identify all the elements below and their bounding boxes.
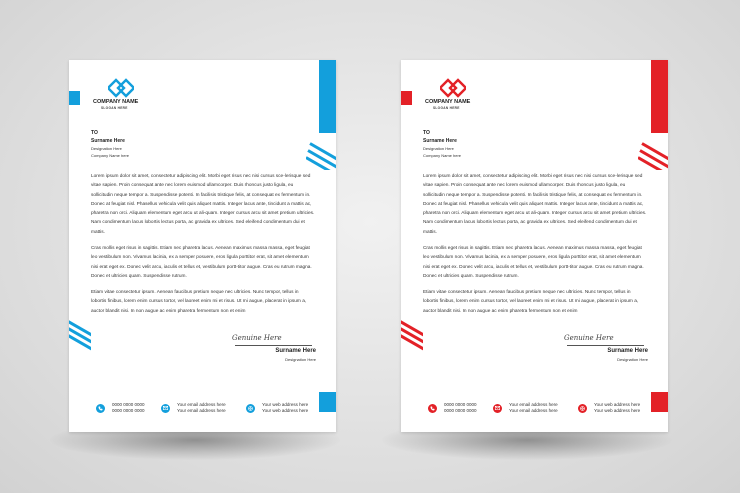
email-line-2: Your email address here — [509, 408, 558, 413]
company-name: COMPANY NAME — [425, 99, 471, 105]
email-line-2: Your email address here — [177, 408, 226, 413]
web-line-2: Your web address here — [262, 408, 309, 413]
recipient-company: Company Name here — [91, 153, 130, 158]
bottom-right-accent-square — [319, 392, 336, 412]
double-diamond-logo-icon — [108, 78, 134, 98]
signer-name: Surname Here — [607, 348, 648, 354]
contact-email — [161, 402, 226, 414]
body-paragraph-1: Lorem ipsum dolor sit amet, consectetur adipiscing elit. Morbi eget risus nec nisi cursus sce-lerisque sed vitae sapien. Proin consequat ante nec lorem euismod ullamcorper. Duis rhoncus justo ligula, eu sollicitudin neque tempor a. Suspendisse potenti. In facilisis tristique felis, at consequat ex fermentum in. Donec at feugiat nisl. Phasellus vehicula velit quis aliquet mattis. Integer lacus ante, tincidunt a mattis ac, pharetra non orci. Aliquam elementum eget arcu ut ali-quam. Integer cursus arcu sit amet pretium ultricies. Nam condimentum lacus lobortis lectus porta, ac gravida ex ultrices. Sed eleifend condimentum dui et mattis. — [423, 174, 647, 235]
contact-web — [246, 402, 308, 414]
company-name: COMPANY NAME — [93, 99, 139, 105]
phone-line-2: 0000 0000 0000 — [112, 408, 145, 413]
phone-line-2: 0000 0000 0000 — [444, 408, 477, 413]
right-accent-bar — [651, 60, 668, 133]
phone-line-1: 0000 0000 0000 — [112, 402, 145, 407]
email-line-1: Your email address here — [509, 402, 558, 407]
body-paragraph-3: Etiam vitae consectetur ipsum. Aenean faucibus pretium neque nec ultricies. Nunc tempor, tellus in lobortis finibus, lorem enim cursus tortor, vel laoreet enim mi et risus. Ut mi augue, placerat in ipsum a, auctor blandit nisi. In non augue ac enim pharetra fermentum non et enim — [423, 290, 639, 314]
contact-phone — [96, 402, 145, 414]
contact-phone — [428, 402, 477, 414]
body-paragraph-3: Etiam vitae consectetur ipsum. Aenean faucibus pretium neque nec ultricies. Nunc tempor, tellus in lobortis finibus, lorem enim cursus tortor, vel laoreet enim mi et risus. Ut mi augue, placerat in ipsum a, auctor blandit nisi. In non augue ac enim pharetra fermentum non et enim — [91, 290, 307, 314]
recipient-designation: Designation Here — [423, 146, 454, 151]
letterhead-blue — [69, 60, 336, 432]
signer-designation: Designation Here — [285, 357, 316, 362]
left-accent-square — [401, 91, 412, 105]
right-diagonal-stripes — [306, 140, 336, 170]
signature-line — [567, 345, 644, 346]
right-accent-bar — [319, 60, 336, 133]
recipient-designation: Designation Here — [91, 146, 122, 151]
signature: Genuine Here — [232, 334, 282, 342]
left-diagonal-stripes — [401, 315, 423, 355]
signer-designation: Designation Here — [617, 357, 648, 362]
body-paragraph-1: Lorem ipsum dolor sit amet, consectetur adipiscing elit. Morbi eget risus nec nisi cursus sce-lerisque sed vitae sapien. Proin consequat ante nec lorem euismod ullamcorper. Duis rhoncus justo ligula, eu sollicitudin neque tempor a. Suspendisse potenti. In facilisis tristique felis, at consequat ex fermentum in. Donec at feugiat nisl. Phasellus vehicula velit quis aliquet mattis. Integer lacus ante, tincidunt a mattis ac, pharetra non orci. Aliquam elementum eget arcu ut ali-quam. Integer cursus arcu sit amet pretium ultricies. Nam condimentum lacus lobortis lectus porta, ac gravida ex ultrices. Sed eleifend condimentum dui et mattis. — [91, 174, 315, 235]
bottom-right-accent-square — [651, 392, 668, 412]
web-line-1: Your web address here — [594, 402, 641, 407]
body-paragraph-2: Cras mollis eget risus in sagittis. Etiam nec pharetra lacus. Aenean maximus massa massa, eget feugiat leo vestibulum non. Vivamus lacinia, ex a semper posuere, eros ligula porttitor erat, sit amet elementum nisi erat eget ex. Donec velit arcu, iaculis et tellus et, vestibulum portt-titor augue. Cras eu rutrum magna. Donec et ultricies quam. Suspendisse rutrum. — [91, 246, 312, 279]
phone-icon — [96, 404, 105, 413]
contact-web — [578, 402, 640, 414]
web-line-1: Your web address here — [262, 402, 309, 407]
email-icon — [493, 404, 502, 413]
contact-email — [493, 402, 558, 414]
left-diagonal-stripes — [69, 315, 91, 355]
signer-name: Surname Here — [275, 348, 316, 354]
letterhead-red — [401, 60, 668, 432]
recipient-to-label: TO — [91, 130, 98, 136]
web-line-2: Your web address here — [594, 408, 641, 413]
double-diamond-logo-icon — [440, 78, 466, 98]
recipient-to-label: TO — [423, 130, 430, 136]
web-icon — [578, 404, 587, 413]
web-icon — [246, 404, 255, 413]
company-slogan: SLOGAN HERE — [101, 106, 128, 110]
email-icon — [161, 404, 170, 413]
signature: Genuine Here — [564, 334, 614, 342]
recipient-surname: Surname Here — [91, 138, 125, 144]
phone-icon — [428, 404, 437, 413]
email-line-1: Your email address here — [177, 402, 226, 407]
recipient-company: Company Name here — [423, 153, 462, 158]
body-paragraph-2: Cras mollis eget risus in sagittis. Etiam nec pharetra lacus. Aenean maximus massa massa, eget feugiat leo vestibulum non. Vivamus lacinia, ex a semper posuere, eros ligula porttitor erat, sit amet elementum nisi erat eget ex. Donec velit arcu, iaculis et tellus et, vestibulum portt-titor augue. Cras eu rutrum magna. Donec et ultricies quam. Suspendisse rutrum. — [423, 246, 644, 279]
company-slogan: SLOGAN HERE — [433, 106, 460, 110]
recipient-surname: Surname Here — [423, 138, 457, 144]
signature-line — [235, 345, 312, 346]
left-accent-square — [69, 91, 80, 105]
right-diagonal-stripes — [638, 140, 668, 170]
phone-line-1: 0000 0000 0000 — [444, 402, 477, 407]
